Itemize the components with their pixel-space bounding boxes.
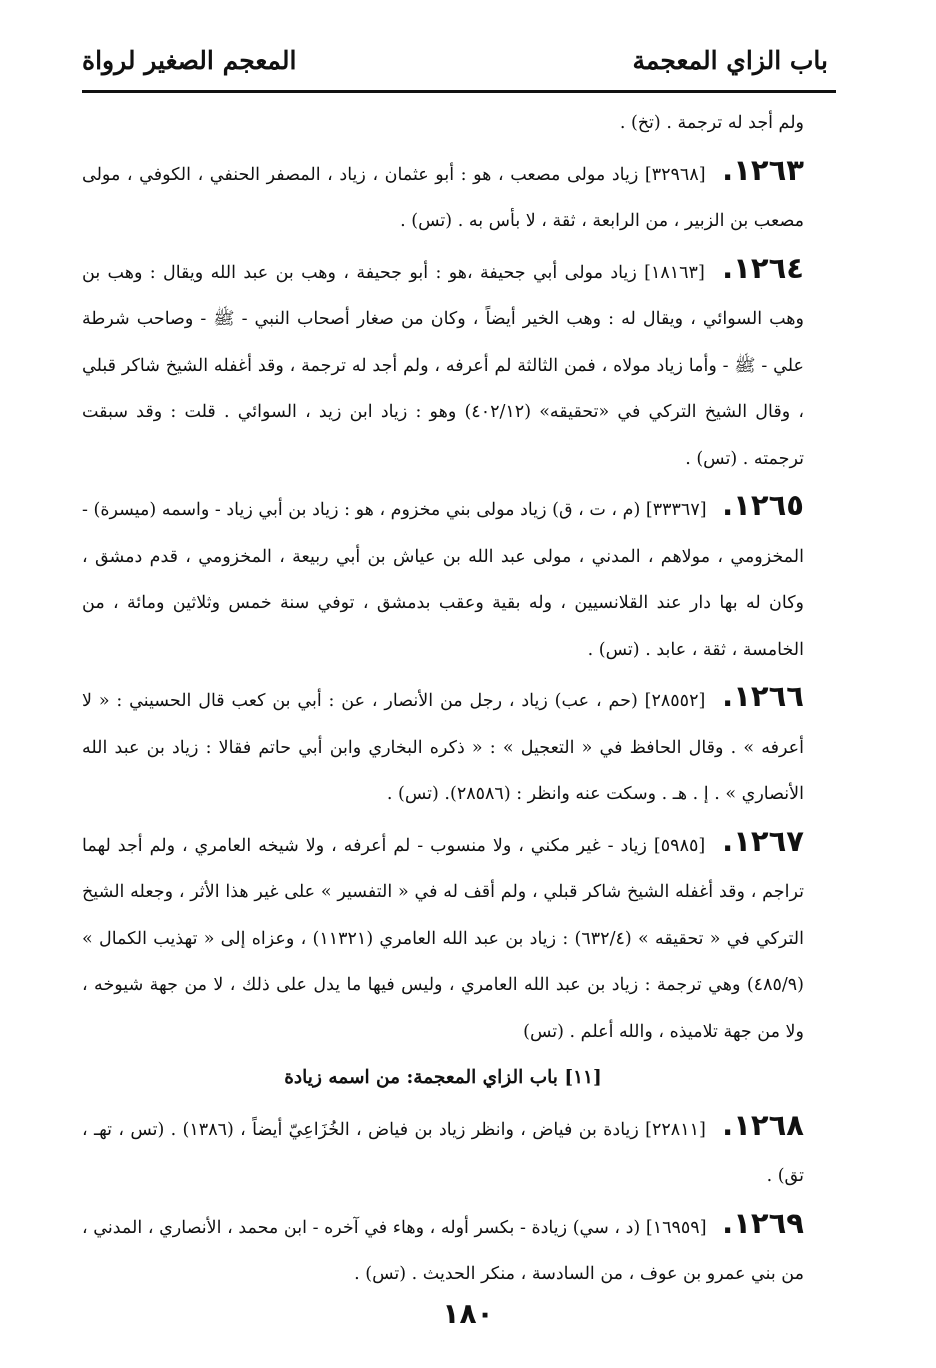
page-number: ١٨٠ — [442, 1297, 494, 1330]
entry-text: [٣٢٩٦٨] زياد مولى مصعب ، هو : أبو عثمان ، زياد ، المصفر الحنفي ، الكوفي ، مولى مصعب بن الزبير ، من الرابعة ، ثقة ، لا بأس به . (تس) . — [82, 164, 804, 231]
entry-number: ١٢٦٧. — [722, 823, 804, 858]
entry-1264 — [82, 245, 804, 483]
entry-number: ١٢٦٣. — [722, 152, 804, 187]
entry-1267 — [82, 818, 804, 1056]
entry-number: ١٢٦٩. — [722, 1205, 804, 1240]
entry-number: ١٢٦٥. — [722, 488, 804, 522]
entry-1268 — [82, 1102, 804, 1200]
entry-text: [٢٨٥٥٢] (حم ، عب) زياد ، رجل من الأنصار ، عن : أبي بن كعب قال الحسيني : « لا أعرفه » . وقال الحافظ في « التعجيل » : « ذكره البخاري وابن أبي حاتم فقالا : زياد بن عبد الله الأنصاري » . إ . هـ . وسكت عنه وانظر : (٢٨٥٨٦). (تس) . — [82, 691, 804, 804]
page-body — [82, 100, 804, 1298]
entry-1265 — [82, 482, 804, 673]
entry-text: [٥٩٨٥] زياد - غير مكني ، ولا منسوب - لم أعرفه ، ولا شيخه العامري ، ولم أجد لهما تراجم ، وقد أغفله الشيخ شاكر قبلي ، ولم أقف له في « التفسير » على غير هذا الأثر ، وجعله الشيخ التركي في « تحقيقه » (٦٣٢/٤) : زياد بن عبد الله العامري (١١٣٢١) ، وعزاه إلى « تهذيب الكمال » (٤٨٥/٩) وهي ترجمة : زياد بن عبد الله العامري ، وليس فيها ما يدل على ذلك ، لا من جهة شيوخه ، ولا من جهة تلاميذه ، والله أعلم . (تس) — [82, 835, 804, 1042]
entry-number: ١٢٦٦. — [722, 679, 804, 713]
entry-1263 — [82, 147, 804, 245]
entry-number: ١٢٦٤. — [722, 250, 804, 285]
running-header — [82, 44, 828, 90]
header-divider — [82, 90, 836, 93]
entry-text: [١٨١٦٣] زياد مولى أبي جحيفة ،هو : أبو جحيفة ، وهب بن عبد الله ويقال : وهب بن وهب السوائي ، ويقال له : وهب الخير أيضاً ، وكان من صغار أصحاب النبي - ﷺ - وصاحب شرطة علي - ﷺ - وأما زياد مولاه ، فمن الثالثة لم أعرفه ، ولم أجد له ترجمة ، وقد أغفله الشيخ شاكر قبلي ، وقال الشيخ التركي في «تحقيقه» (٤٠٢/١٢) وهو : زياد ابن زيد ، السوائي . قلت : وقد سبقت ترجمته . (تس) . — [82, 262, 804, 469]
entry-text: [٣٣٣٦٧] (م ، ت ، ق) زياد مولى بني مخزوم ، هو : زياد بن أبي زياد - واسمه (ميسرة) - المخزومي ، مولاهم ، المدني ، مولى عبد الله بن عياش بن أبي ربيعة ، المخزومي ، قدم دمشق ، وكان له بها دار عند القلانسيين ، وله بقية وعقب بدمشق ، توفي سنة خمس وثلاثين ومائة ، من الخامسة ، ثقة ، عابد . (تس) . — [82, 500, 804, 660]
section-heading: [١١] باب الزاي المعجمة: من اسمه زيادة — [284, 1067, 602, 1088]
book-title: المعجم الصغير لرواة — [82, 46, 297, 75]
continuation-line: ولم أجد له ترجمة . (تخ) . — [619, 113, 804, 133]
entry-1269 — [82, 1200, 804, 1298]
entry-text: [١٦٩٥٩] (د ، سي) زيادة - بكسر أوله ، وهاء في آخره - ابن محمد ، الأنصاري ، المدني ، من بني عمرو بن عوف ، من السادسة ، منكر الحديث . (تس) . — [82, 1217, 804, 1284]
entry-text: [٢٢٨١١] زيادة بن فياض ، وانظر زياد بن فياض ، الخُزَاعِيّ أيضاً ، (١٣٨٦) . (تس ، تهـ ، تق) . — [82, 1119, 804, 1186]
entry-1266 — [82, 673, 804, 818]
chapter-title: باب الزاي المعجمة — [632, 46, 828, 75]
entry-number: ١٢٦٨. — [722, 1107, 804, 1142]
